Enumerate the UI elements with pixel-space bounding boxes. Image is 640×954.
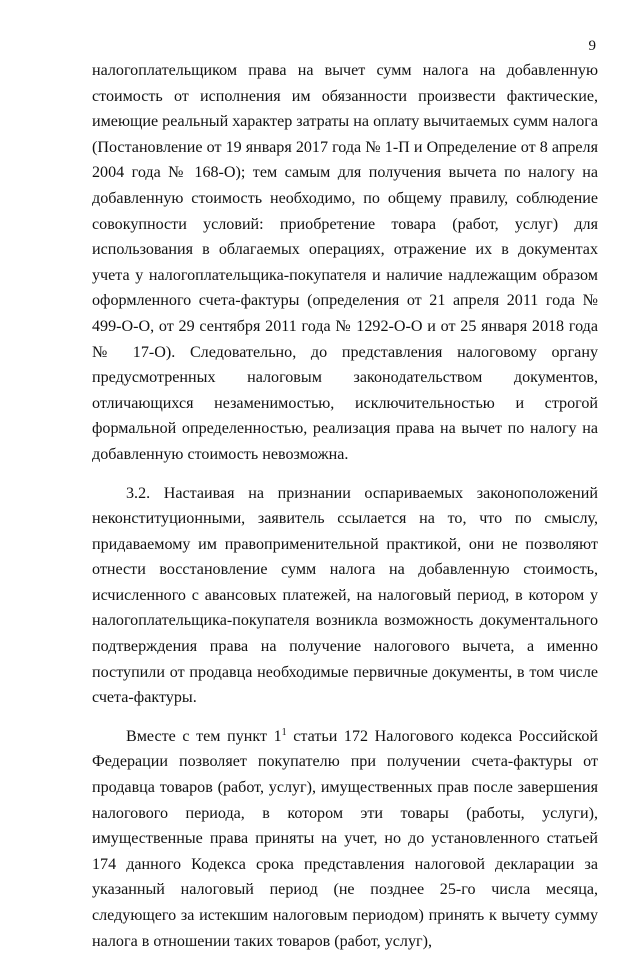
superscript-marker: 1	[281, 726, 287, 738]
paragraph-article-172	[92, 724, 598, 954]
paragraph-continuation: налогоплательщиком права на вычет сумм налога на добавленную стоимость от исполнения им обязанности произвести фактические, имеющие реальный характер затраты на оплату вычитаемых сумм налога (Постановление от 19 января 2017 года № 1-П и Определение от 8 апреля 2004 года № 168-О); тем самым для получения вычета по налогу на добавленную стоимость необходимо, по общему правилу, соблюдение совокупности условий: приобретение товара (работ, услуг) для использования в облагаемых операциях, отражение их в документах учета у налогоплательщика-покупателя и наличие надлежащим образом оформленного счета-фактуры (определения от 21 апреля 2011 года № 499-О-О, от 29 сентября 2011 года № 1292-О-О и от 25 января 2018 года № 17-О). Следовательно, до представления налоговому органу предусмотренных налоговым законодательством документов, отличающихся незаменимостью, исключительностью и строгой формальной определенностью, реализация права на вычет по налогу на добавленную стоимость невозможна.	[92, 62, 598, 463]
paragraph-section-3-2: 3.2. Настаивая на признании оспариваемых законоположений неконституционными, заявитель ссылается на то, что по смыслу, придаваемому им правоприменительной практикой, они не позволяют отнести восстановление сумм налога на добавленную стоимость, исчисленного с авансовых платежей, на налоговый период, в котором у налогоплательщика-покупателя возникла возможность документального подтверждения права на получение налогового вычета, а именно поступили от продавца необходимые первичные документы, в том числе счета-фактуры.	[92, 484, 598, 707]
paragraph-article-172-start: Вместе с тем пункт 1	[126, 727, 282, 745]
page-number: 9	[588, 38, 596, 54]
paragraph-article-172-rest: статьи 172 Налогового кодекса Российской Федерации позволяет покупателю при получении счета-фактуры от продавца товаров (работ, услуг), имущественных прав после завершения налогового периода, в котором эти товары (работы, услуги), имущественные права приняты на учет, но до установленного статьей 174 данного Кодекса срока представления налоговой декларации за указанный налоговый период (не позднее 25-го числа месяца, следующего за истекшим налоговым периодом) принять к вычету сумму налога в отношении таких товаров (работ, услуг),	[92, 727, 598, 950]
document-body	[92, 58, 598, 954]
